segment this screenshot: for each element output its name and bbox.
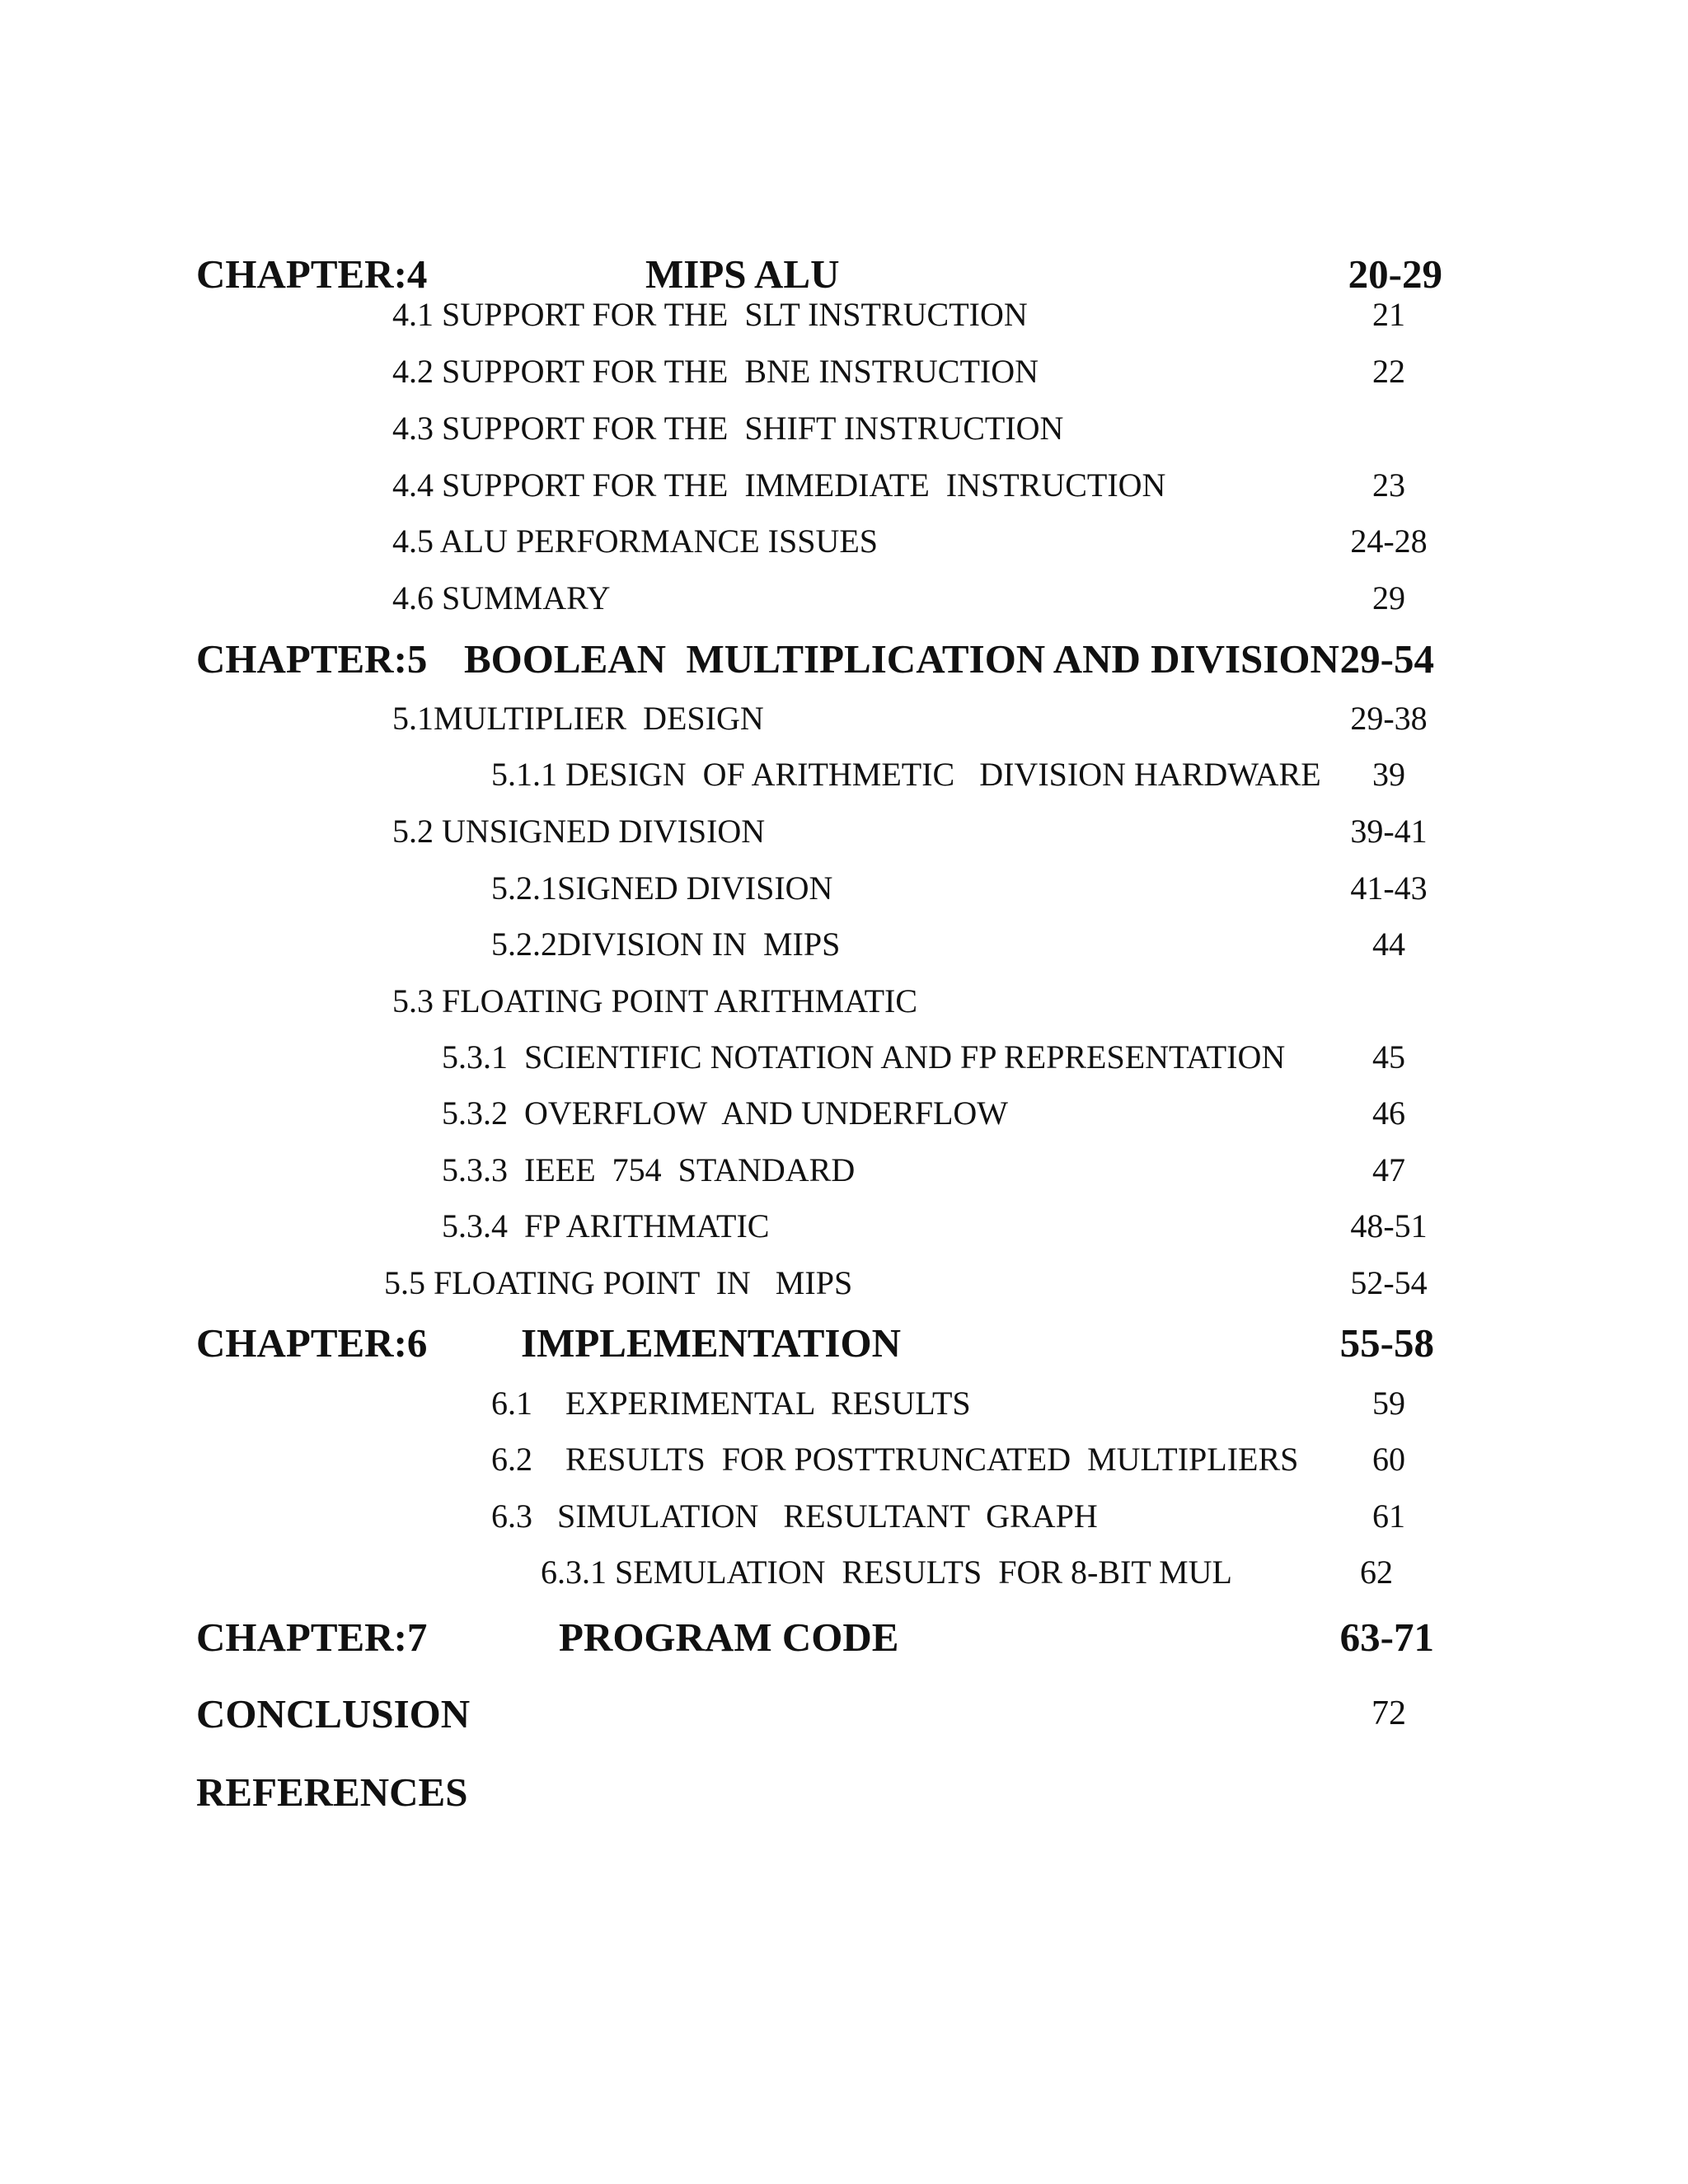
toc-entry-5-2-1: 5.2.1SIGNED DIVISION bbox=[491, 869, 833, 907]
chapter-4-label: CHAPTER:4 bbox=[196, 251, 428, 297]
toc-entry-5-1-1: 5.1.1 DESIGN OF ARITHMETIC DIVISION HARDWARE bbox=[491, 756, 1321, 793]
toc-entry-4-1: 4.1 SUPPORT FOR THE SLT INSTRUCTION bbox=[392, 296, 1028, 333]
toc-page-6-1: 59 bbox=[1372, 1385, 1405, 1422]
toc-entry-6-3-1: 6.3.1 SEMULATION RESULTS FOR 8-BIT MUL bbox=[541, 1554, 1232, 1591]
chapter-5-label: CHAPTER:5 bbox=[196, 636, 428, 682]
toc-page-5-2-1: 41-43 bbox=[1350, 869, 1428, 907]
toc-entry-5-3-3: 5.3.3 IEEE 754 STANDARD bbox=[442, 1151, 856, 1188]
conclusion-label: CONCLUSION bbox=[196, 1691, 471, 1736]
toc-page-5-1: 29-38 bbox=[1350, 700, 1428, 737]
toc-page-4-2: 22 bbox=[1372, 353, 1405, 390]
chapter-5-pages: 29-54 bbox=[1339, 636, 1434, 682]
toc-page-5-3-4: 48-51 bbox=[1350, 1207, 1428, 1244]
toc-page-5-3-1: 45 bbox=[1372, 1038, 1405, 1076]
toc-entry-6-2: 6.2 RESULTS FOR POSTTRUNCATED MULTIPLIERS bbox=[491, 1441, 1299, 1478]
toc-page-5-3-3: 47 bbox=[1372, 1151, 1405, 1188]
toc-page-5-2: 39-41 bbox=[1350, 813, 1428, 850]
toc-page-5-5: 52-54 bbox=[1350, 1264, 1428, 1301]
toc-page-4-5: 24-28 bbox=[1350, 523, 1428, 560]
chapter-4-title: MIPS ALU bbox=[645, 251, 840, 297]
toc-entry-5-3: 5.3 FLOATING POINT ARITHMATIC bbox=[392, 982, 918, 1019]
chapter-7-title: PROGRAM CODE bbox=[559, 1615, 899, 1660]
toc-page-6-3-1: 62 bbox=[1360, 1554, 1393, 1591]
chapter-6-title: IMPLEMENTATION bbox=[521, 1320, 901, 1366]
toc-entry-5-2-2: 5.2.2DIVISION IN MIPS bbox=[491, 926, 841, 963]
toc-page-5-3-2: 46 bbox=[1372, 1094, 1405, 1132]
conclusion-page: 72 bbox=[1372, 1694, 1406, 1732]
toc-entry-4-6: 4.6 SUMMARY bbox=[392, 579, 611, 616]
toc-page-4-6: 29 bbox=[1372, 579, 1405, 616]
toc-entry-4-2: 4.2 SUPPORT FOR THE BNE INSTRUCTION bbox=[392, 353, 1039, 390]
toc-entry-5-5: 5.5 FLOATING POINT IN MIPS bbox=[384, 1264, 853, 1301]
chapter-7-pages: 63-71 bbox=[1339, 1615, 1434, 1660]
toc-entry-4-3: 4.3 SUPPORT FOR THE SHIFT INSTRUCTION bbox=[392, 410, 1064, 447]
toc-page-6-2: 60 bbox=[1372, 1441, 1405, 1478]
chapter-6-label: CHAPTER:6 bbox=[196, 1320, 428, 1366]
chapter-6-pages: 55-58 bbox=[1339, 1320, 1434, 1366]
toc-page-6-3: 61 bbox=[1372, 1497, 1405, 1535]
chapter-5-title: BOOLEAN MULTIPLICATION AND DIVISION bbox=[464, 636, 1339, 682]
toc-page-5-1-1: 39 bbox=[1372, 756, 1405, 793]
toc-entry-5-2: 5.2 UNSIGNED DIVISION bbox=[392, 813, 766, 850]
toc-entry-5-3-4: 5.3.4 FP ARITHMATIC bbox=[442, 1207, 770, 1244]
toc-entry-4-5: 4.5 ALU PERFORMANCE ISSUES bbox=[392, 523, 879, 560]
references-label: REFERENCES bbox=[196, 1769, 468, 1815]
toc-entry-5-1: 5.1MULTIPLIER DESIGN bbox=[392, 700, 764, 737]
chapter-4-pages: 20-29 bbox=[1348, 251, 1442, 297]
toc-page-4-1: 21 bbox=[1372, 296, 1405, 333]
toc-entry-6-3: 6.3 SIMULATION RESULTANT GRAPH bbox=[491, 1497, 1098, 1535]
toc-entry-5-3-1: 5.3.1 SCIENTIFIC NOTATION AND FP REPRESENTATION bbox=[442, 1038, 1286, 1076]
chapter-7-label: CHAPTER:7 bbox=[196, 1615, 428, 1660]
toc-page-4-4: 23 bbox=[1372, 466, 1405, 504]
toc-entry-4-4: 4.4 SUPPORT FOR THE IMMEDIATE INSTRUCTION bbox=[392, 466, 1166, 504]
toc-page-5-2-2: 44 bbox=[1372, 926, 1405, 963]
toc-entry-6-1: 6.1 EXPERIMENTAL RESULTS bbox=[491, 1385, 971, 1422]
toc-entry-5-3-2: 5.3.2 OVERFLOW AND UNDERFLOW bbox=[442, 1094, 1009, 1132]
